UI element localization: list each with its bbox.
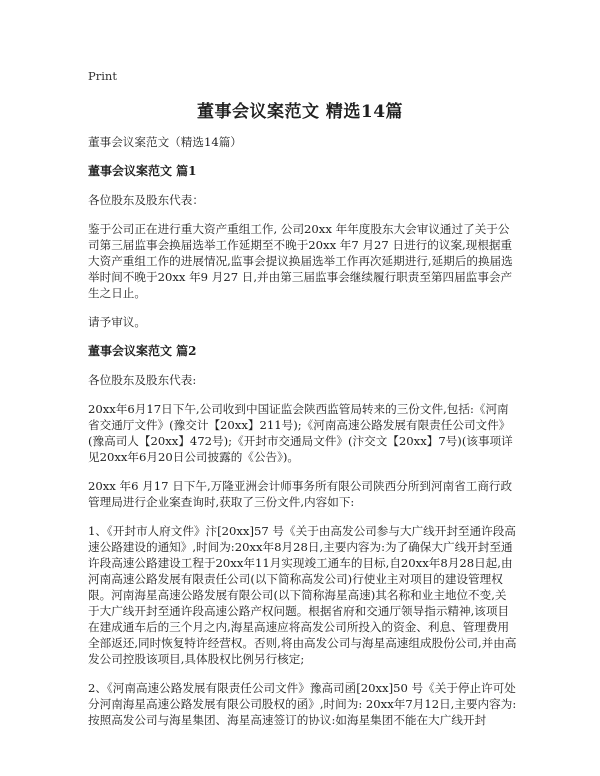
section-heading-1: 董事会议案范文 篇1: [88, 164, 197, 178]
paragraph: 鉴于公司正在进行重大资产重组工作, 公司20xx 年年度股东大会审议通过了关于公司第三届监事会换届选举工作延期至不晚于20xx 年7 月27 日进行的议案,现根据重大资产重组工作的进展情况,监事会提议换届选举工作再次延期进行,延期后的换届选举时间不晚于20xx 年9 月27 日,并由第三届监事会继续履行职责至第四届监事会产生之日止。: [88, 222, 513, 300]
paragraph: 2、《河南高速公路发展有限责任公司文件》豫高司函[20xx]50 号《关于停止许可处分河南海星高速公路发展有限公司股权的函》,时间为: 20xx年7月12日,主要内容为:按照高发公司与海星集团、海星高速签订的协议:如海星集团不能在大广线开封: [88, 681, 517, 727]
document-title: 董事会议案范文 精选14篇: [196, 102, 404, 122]
paragraph: 20xx 年6 月17 日下午,万隆亚洲会计师事务所有限公司陕西分所到河南省工商行政管理局进行企业案查询时,获取了三份文件,内容如下:: [88, 479, 513, 509]
section-heading-2: 董事会议案范文 篇2: [88, 344, 197, 358]
document-body: [88, 134, 518, 741]
document-subtitle: 董事会议案范文（精选14篇）: [88, 135, 242, 149]
paragraph: 各位股东及股东代表:: [88, 373, 197, 387]
paragraph: 1、《开封市人府文件》汴[20xx]57 号《关于由高发公司参与大广线开封至通许段高速公路建设的通知》,时间为:20xx年8月28日,主要内容为:为了确保大广线开封至通许段高速公路建设工程于20xx年11月实现竣工通车的目标,自20xx年8月28日起,由河南高速公路发展有限责任公司(以下简称高发公司)行使业主对项目的建设管理权限。河南海星高速公路发展有限公司(以下简称海星高速)其名称和业主地位不变,关于大广线开封至通许段高速公路产权问题。根据省府和交通厅领导指示精神,该项目在建成通车后的三个月之内,海星高速应将高发公司所投入的资金、利息、管理费用全部返还,同时恢复特许经营权。否则,将由高发公司与海星高速组成股份公司,并由高发公司控股该项目,具体股权比例另行核定;: [88, 524, 517, 666]
paragraph: 请予审议。: [88, 315, 146, 329]
paragraph: 20xx年6月17日下午,公司收到中国证监会陕西监管局转来的三份文件,包括:《河南省交通厅文件》(豫交计【20xx】211号);《河南高速公路发展有限责任公司文件》(豫高司人【20xx】472号);《开封市交通局文件》(汴交文【20xx】7号)(该事项详见20xx年6月20日公司披露的《公告》)。: [88, 402, 513, 464]
print-label: Print: [88, 69, 117, 83]
paragraph: 各位股东及股东代表：: [88, 193, 204, 207]
